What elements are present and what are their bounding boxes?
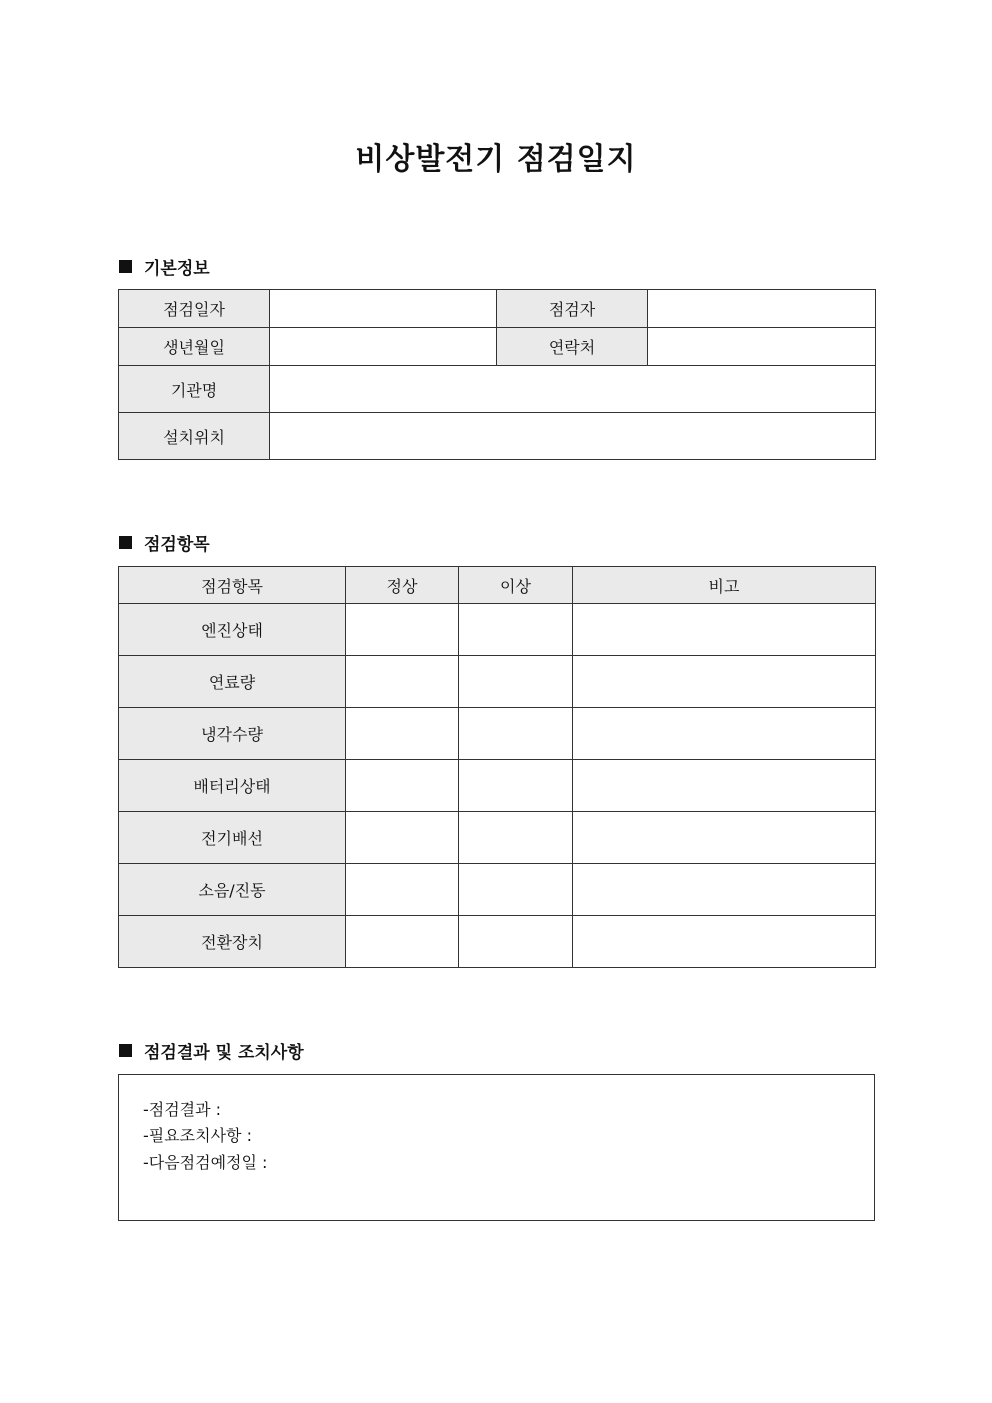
table-row <box>119 328 876 366</box>
abnormal-cell[interactable] <box>459 708 573 760</box>
table-row <box>119 708 876 760</box>
birthdate-field[interactable] <box>270 328 497 366</box>
inspection-date-field[interactable] <box>270 290 497 328</box>
table-row <box>119 290 876 328</box>
column-header: 이상 <box>459 567 573 604</box>
normal-cell[interactable] <box>346 864 459 916</box>
normal-cell[interactable] <box>346 760 459 812</box>
section-heading-inspection <box>119 530 210 555</box>
square-bullet-icon <box>119 536 132 549</box>
column-header: 정상 <box>346 567 459 604</box>
item-label: 엔진상태 <box>119 604 346 656</box>
square-bullet-icon <box>119 260 132 273</box>
table-row <box>119 366 876 413</box>
abnormal-cell[interactable] <box>459 916 573 968</box>
inspection-date-label: 점검일자 <box>119 290 270 328</box>
table-row <box>119 812 876 864</box>
item-label: 배터리상태 <box>119 760 346 812</box>
item-label: 냉각수량 <box>119 708 346 760</box>
install-location-field[interactable] <box>270 413 876 460</box>
remarks-cell[interactable] <box>573 916 876 968</box>
contact-field[interactable] <box>648 328 876 366</box>
column-header: 점검항목 <box>119 567 346 604</box>
page-title: 비상발전기 점검일지 <box>355 142 637 177</box>
section-heading-basic-info <box>119 254 210 279</box>
normal-cell[interactable] <box>346 708 459 760</box>
birthdate-label: 생년월일 <box>119 328 270 366</box>
contact-label: 연락처 <box>497 328 648 366</box>
item-label: 연료량 <box>119 656 346 708</box>
table-row <box>119 413 876 460</box>
remarks-cell[interactable] <box>573 604 876 656</box>
abnormal-cell[interactable] <box>459 864 573 916</box>
abnormal-cell[interactable] <box>459 604 573 656</box>
table-row <box>119 656 876 708</box>
section-title: 점검항목 <box>144 535 210 555</box>
remarks-cell[interactable] <box>573 656 876 708</box>
table-row <box>119 864 876 916</box>
result-line-next-inspection-date: -다음점검예정일 : <box>143 1153 268 1172</box>
remarks-cell[interactable] <box>573 708 876 760</box>
column-header: 비고 <box>573 567 876 604</box>
install-location-label: 설치위치 <box>119 413 270 460</box>
inspector-field[interactable] <box>648 290 876 328</box>
result-line-inspection-result: -점검결과 : <box>143 1100 222 1119</box>
table-row <box>119 760 876 812</box>
normal-cell[interactable] <box>346 604 459 656</box>
basic-info-table <box>118 289 876 460</box>
table-row <box>119 604 876 656</box>
square-bullet-icon <box>119 1044 132 1057</box>
result-line-required-action: -필요조치사항 : <box>143 1126 252 1145</box>
organization-field[interactable] <box>270 366 876 413</box>
item-label: 소음/진동 <box>119 864 346 916</box>
item-label: 전기배선 <box>119 812 346 864</box>
remarks-cell[interactable] <box>573 812 876 864</box>
abnormal-cell[interactable] <box>459 760 573 812</box>
abnormal-cell[interactable] <box>459 812 573 864</box>
remarks-cell[interactable] <box>573 864 876 916</box>
result-notes-box[interactable] <box>118 1074 875 1221</box>
organization-label: 기관명 <box>119 366 270 413</box>
inspection-table <box>118 566 876 968</box>
item-label: 전환장치 <box>119 916 346 968</box>
inspector-label: 점검자 <box>497 290 648 328</box>
table-row <box>119 916 876 968</box>
normal-cell[interactable] <box>346 656 459 708</box>
section-title: 점검결과 및 조치사항 <box>144 1043 304 1063</box>
section-heading-result <box>119 1038 304 1063</box>
abnormal-cell[interactable] <box>459 656 573 708</box>
table-header-row <box>119 567 876 604</box>
remarks-cell[interactable] <box>573 760 876 812</box>
normal-cell[interactable] <box>346 916 459 968</box>
normal-cell[interactable] <box>346 812 459 864</box>
section-title: 기본정보 <box>144 259 210 279</box>
